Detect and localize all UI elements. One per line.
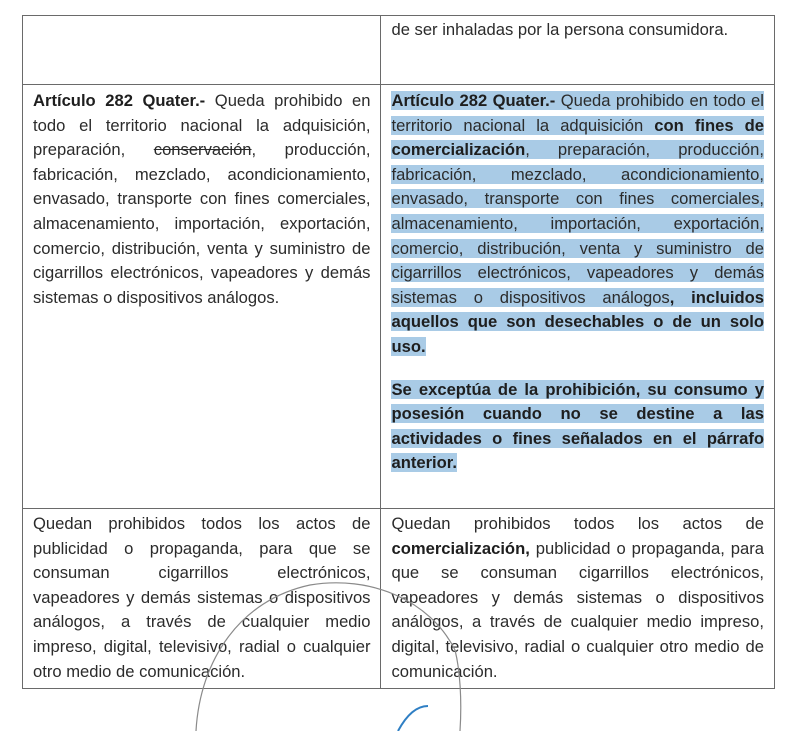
table-row — [23, 85, 775, 509]
added-text: comercialización, — [391, 538, 530, 558]
article-title: Artículo 282 Quater.- — [33, 91, 206, 110]
article-paragraph: Artículo 282 Quater.- Queda prohibido en todo el territorio nacional la adquisición, preparación, conservación, producción, fabricación, mezclado, acondicionamiento, envasado, transporte con fines comerciales, almacenamiento, importación, exportación, comercio, distribución, venta y suministro de cigarrillos electrónicos, vapeadores y demás sistemas o dispositivos análogos. — [33, 91, 371, 307]
cell-proposed-text — [381, 85, 775, 509]
table-row — [23, 16, 775, 85]
added-text: , incluidos aquellos que son desechables o de un solo uso. — [391, 287, 764, 356]
paragraph: de ser inhaladas por la persona consumidora. — [391, 20, 729, 39]
cell-current-text: Quedan prohibidos todos los actos de publicidad o propaganda, para que se consuman cigarrillos electrónicos, vapeadores y demás sistemas o dispositivos análogos, a través de cualquier medio impreso, digital, televisivo, radial o cualquier otro medio de comunicación. — [23, 509, 381, 689]
exception-paragraph — [391, 378, 764, 476]
cell-current-text — [23, 16, 381, 85]
table-row — [23, 509, 775, 689]
cell-proposed-text: Quedan prohibidos todos los actos de comercialización, publicidad o propaganda, para que se consuman cigarrillos electrónicos, vapeadores y demás sistemas o dispositivos análogos, a través de cualquier medio impreso, digital, televisivo, radial o cualquier otro medio de comunicación. — [381, 509, 775, 689]
comparison-table — [22, 15, 775, 689]
cell-proposed-text — [381, 16, 775, 85]
signature-mark — [398, 706, 428, 731]
added-text: con fines de comercialización — [391, 115, 764, 160]
added-text: Se exceptúa de la prohibición, su consumo y posesión cuando no se destine a las actividades o fines señalados en el párrafo anterior. — [391, 379, 764, 473]
article-paragraph: Artículo 282 Quater.- Queda prohibido en todo el territorio nacional la adquisición con fines de comercialización, preparación, producción, fabricación, mezclado, acondicionamiento, envasado, transporte con fines comerciales, almacenamiento, importación, exportación, comercio, distribución, venta y suministro de cigarrillos electrónicos, vapeadores y demás sistemas o dispositivos análogos, incluidos aquellos que son desechables o de un solo uso. — [391, 91, 764, 356]
article-title: Artículo 282 Quater.- — [391, 91, 556, 110]
struck-text: conservación — [153, 140, 252, 160]
cell-current-text — [23, 85, 381, 509]
